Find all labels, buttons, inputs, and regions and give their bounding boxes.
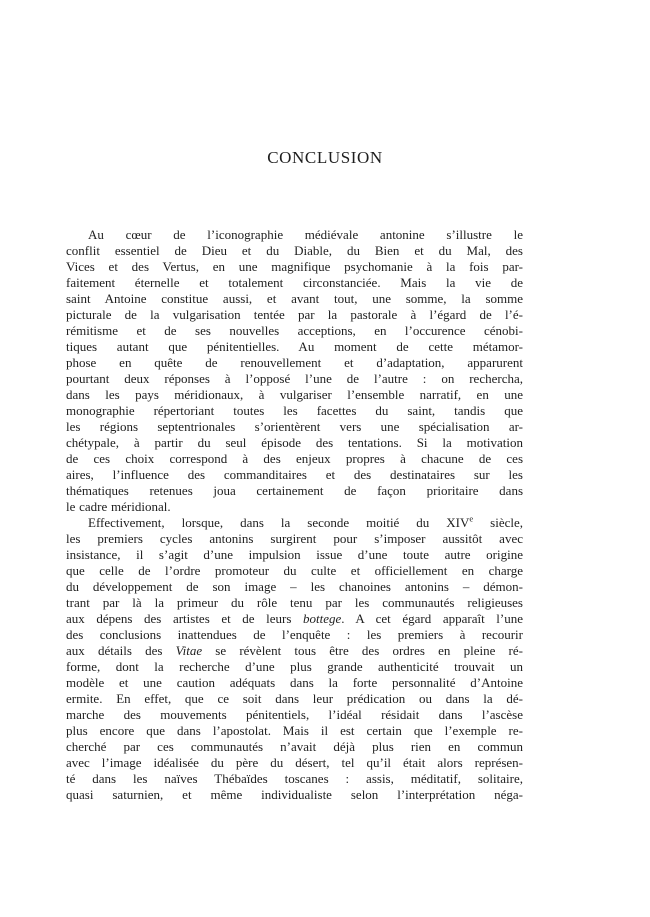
text-line: dans les pays méridionaux, à vulgariser l’ensemble narratif, en une (66, 387, 523, 402)
text-line: thématiques retenues joua certainement de façon prioritaire dans (66, 483, 523, 498)
text-line: cherché par ces communautés n’avait déjà plus rien en commun (66, 739, 523, 754)
text-line: pourtant deux réponses à l’opposé l’une de l’autre : on rechercha, (66, 371, 523, 386)
text-line: té dans les naïves Thébaïdes toscanes : assis, méditatif, solitaire, (66, 771, 523, 786)
text-line: saint Antoine constitue aussi, et avant tout, une somme, la somme (66, 291, 523, 306)
text-line: du développement de son image – les chanoines antonins – démon- (66, 579, 523, 594)
text-line: marche des mouvements pénitentiels, l’idéal résidait dans l’ascèse (66, 707, 523, 722)
text-line: plus encore que dans l’apostolat. Mais il est certain que l’exemple re- (66, 723, 523, 738)
text-line: faitement éternelle et totalement circonstanciée. Mais la vie de (66, 275, 523, 290)
text-line: aux détails des Vitae se révèlent tous être des ordres en pleine ré- (66, 643, 523, 658)
text-line: Au cœur de l’iconographie médiévale antonine s’illustre le (88, 227, 523, 242)
text-line: Effectivement, lorsque, dans la seconde moitié du XIVe siècle, (88, 513, 523, 530)
page-title: CONCLUSION (267, 148, 383, 167)
text-line: aires, l’influence des commanditaires et des destinataires sur les (66, 467, 523, 482)
text-line: que celle de l’ordre promoteur du culte et officiellement en charge (66, 563, 523, 578)
paragraph (66, 515, 523, 803)
text-line: picturale de la vulgarisation tentée par la pastorale à l’égard de l’é- (66, 307, 523, 322)
text-line: rémitisme et de ses nouvelles acceptions, en l’occurence cénobi- (66, 323, 523, 338)
text-line: forme, dont la recherche d’une plus grande authenticité trouvait un (66, 659, 523, 674)
text-line: chétypale, à partir du seul épisode des tentations. Si la motivation (66, 435, 523, 450)
text-line: ermite. En effet, que ce soit dans leur prédication ou dans la dé- (66, 691, 523, 706)
text-line: aux dépens des artistes et de leurs bottege. A cet égard apparaît l’une (66, 611, 523, 626)
text-line: insistance, il s’agit d’une impulsion issue d’une toute autre origine (66, 547, 523, 562)
text-line: avec l’image idéalisée du père du désert, tel qu’il était alors représen- (66, 755, 523, 770)
text-line: de ces choix correspond à des enjeux propres à chacune de ces (66, 451, 523, 466)
text-line: tiques autant que pénitentielles. Au moment de cette métamor- (66, 339, 523, 354)
paragraph (66, 227, 523, 515)
text-line: le cadre méridional. (66, 499, 171, 514)
text-line: modèle et une caution adéquats dans la forte personnalité d’Antoine (66, 675, 523, 690)
text-line: conflit essentiel de Dieu et du Diable, du Bien et du Mal, des (66, 243, 523, 258)
text-line: les régions septentrionales s’orientèrent vers une spécialisation ar- (66, 419, 523, 434)
text-line: phose en quête de renouvellement et d’adaptation, apparurent (66, 355, 523, 370)
text-block (66, 227, 523, 803)
text-line: monographie répertoriant toutes les facettes du saint, tandis que (66, 403, 523, 418)
text-line: Vices et des Vertus, en une magnifique psychomanie à la fois par- (66, 259, 523, 274)
text-line: quasi saturnien, et même individualiste selon l’interprétation néga- (66, 787, 523, 802)
text-line: les premiers cycles antonins surgirent pour s’imposer aussitôt avec (66, 531, 523, 546)
text-line: des conclusions inattendues de l’enquête : les premiers à recourir (66, 627, 523, 642)
text-line: trant par là la primeur du rôle tenu par les communautés religieuses (66, 595, 523, 610)
